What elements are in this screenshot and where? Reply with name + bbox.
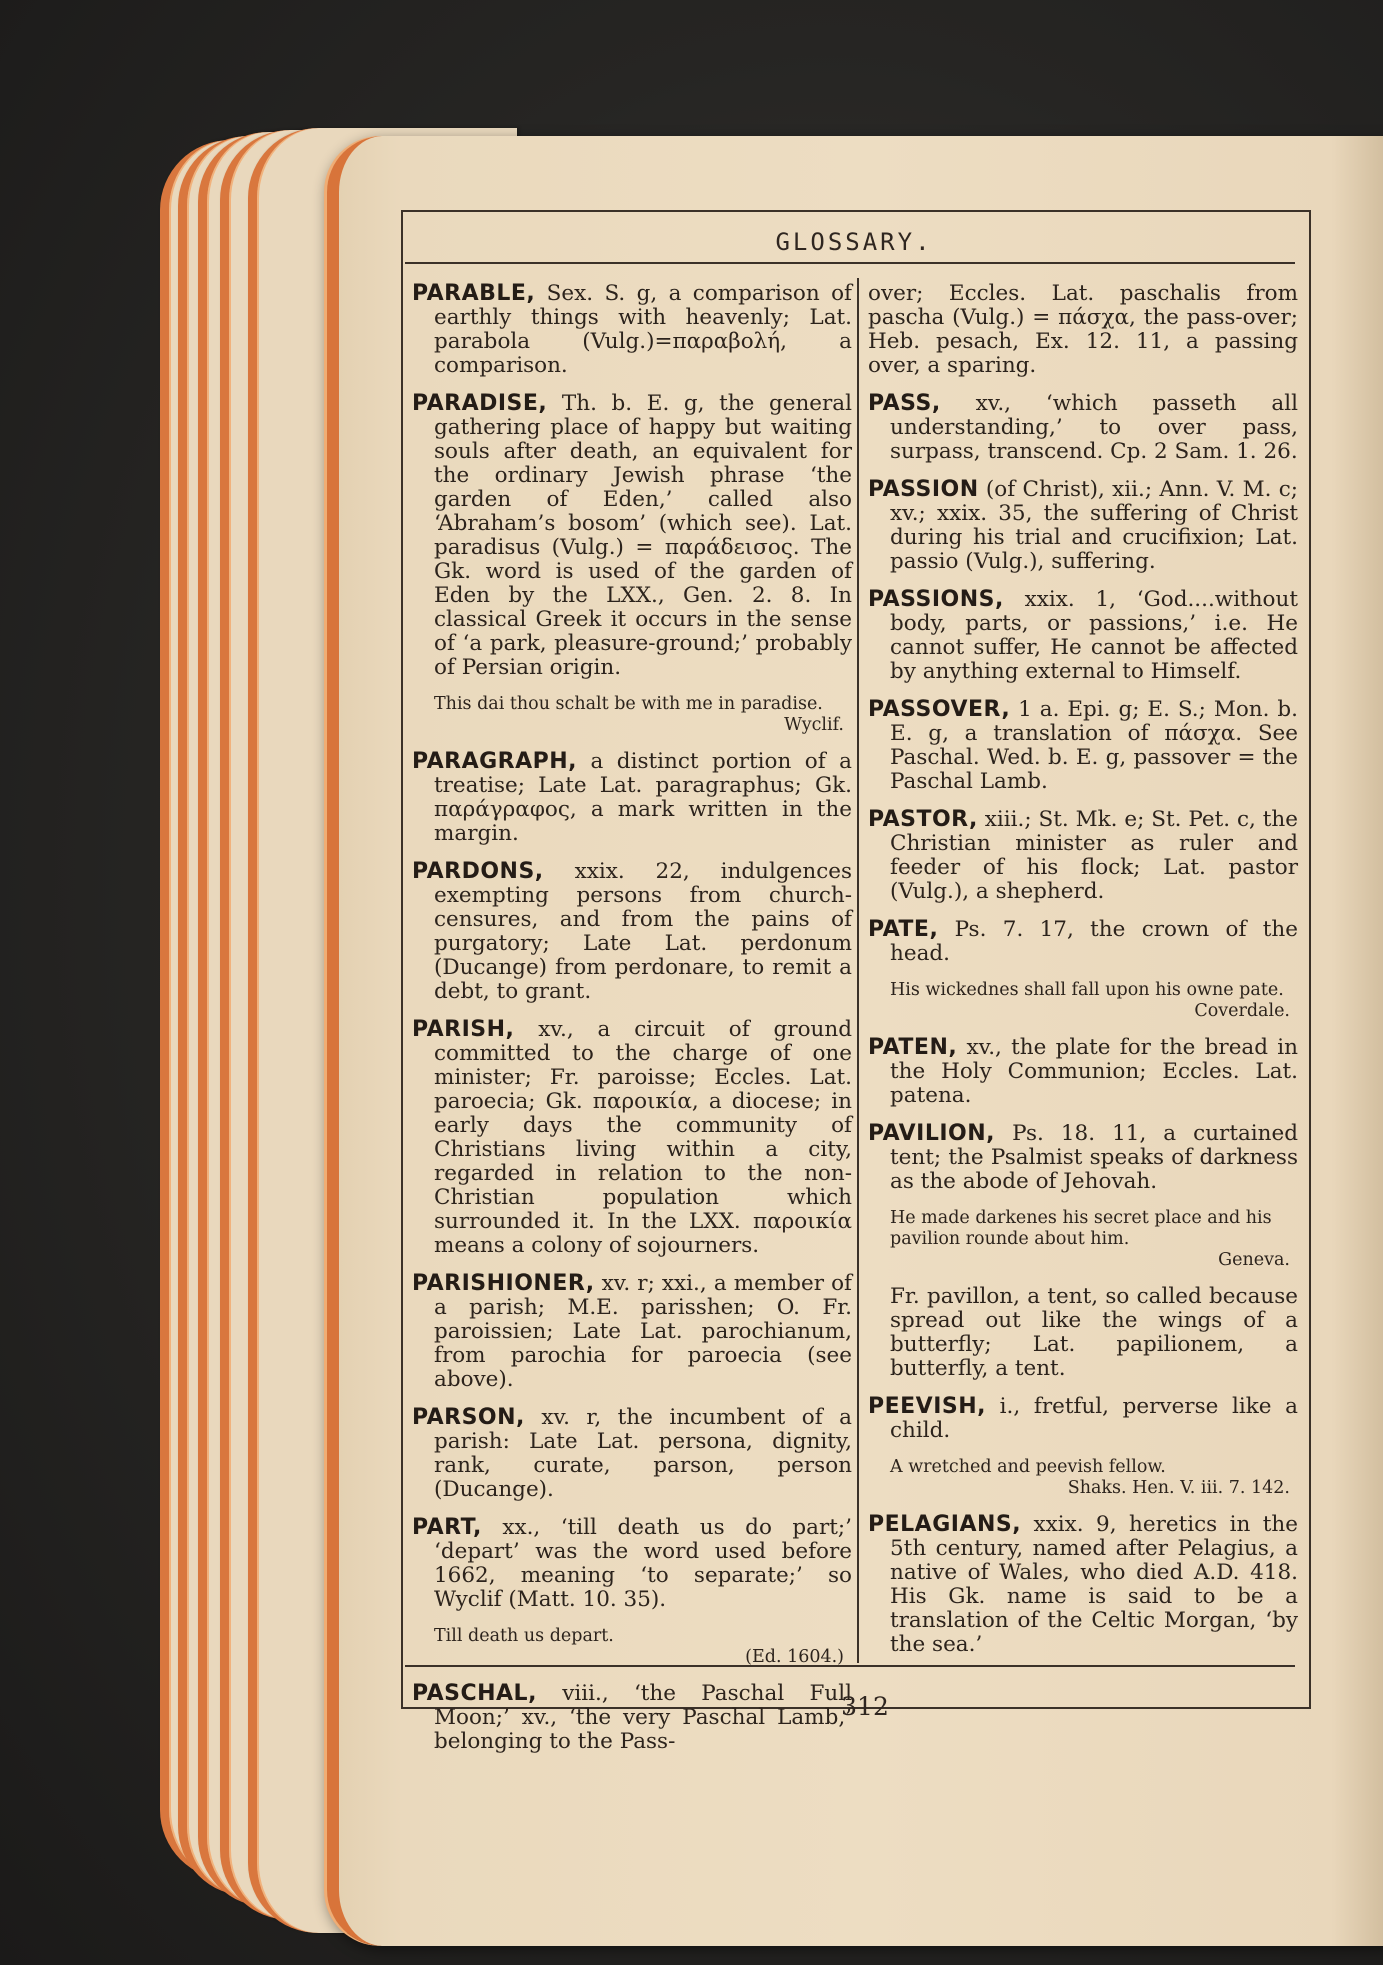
glossary-entry (868, 1395, 1298, 1443)
headword: PARABLE, (412, 281, 536, 306)
entry-continuation: Fr. pavillon, a tent, so called because spread out like the wings of a butterfly; Lat. papilionem, a butterfly, a tent. (890, 1284, 1298, 1381)
glossary-entry (868, 588, 1298, 684)
definition: Ps. 7. 17, the crown of the head. (890, 917, 1298, 966)
headword: PASSION (868, 477, 979, 502)
quotation (890, 980, 1298, 1022)
headword: PASS, (868, 391, 941, 416)
definition: 1 a. Epi. g; E. S.; Mon. b. E. g, a translation of πάσχα. See Paschal. Wed. b. E. g, passover = the Paschal Lamb. (890, 697, 1298, 794)
headword: PAVILION, (868, 1121, 996, 1146)
quotation-text: His wickednes shall fall upon his owne pate. (890, 980, 1284, 1000)
definition: xiii.; St. Mk. e; St. Pet. c, the Christian minister as ruler and feeder of his flock; Lat. pastor (Vulg.), a shepherd. (890, 807, 1298, 904)
quotation (890, 1208, 1298, 1271)
page-number: 312 (841, 1692, 889, 1721)
definition: i., fretful, perverse like a child. (890, 1394, 1298, 1443)
definition: xv., ‘which passeth all understanding,’ to over pass, surpass, transcend. Cp. 2 Sam. 1. 26. (890, 391, 1298, 464)
definition: viii., ‘the Paschal Full Moon;’ xv., ‘the very Paschal Lamb,’ belonging to the Pass- (434, 1681, 852, 1754)
glossary-entry (868, 1513, 1298, 1657)
headword: PART, (412, 1515, 482, 1540)
definition: Th. b. E. g, the general gathering place of happy but waiting souls after death, an equivalent for the ordinary Jewish phrase ‘the garden of Eden,’ called also ‘Abraham’s bosom’ (which see). Lat. paradisus (Vulg.) = παράδεισος. The Gk. word is used of the garden of Eden by the LXX., Gen. 2. 8. In classical Greek it occurs in the sense of ‘a park, pleasure-ground;’ probably of Persian origin. (434, 391, 852, 680)
quotation-source: Geneva. (1218, 1250, 1290, 1270)
headword: PASSIONS, (868, 587, 1004, 612)
definition: xv., a circuit of ground committed to the charge of one minister; Fr. paroisse; Eccles. Lat. paroecia; Gk. παροικία, a diocese; in early days the community of Christians living within a city, regarded in relation to the non-Christian population which surrounded it. In the LXX. παροικία means a colony of sojourners. (434, 1017, 852, 1258)
glossary-entry (412, 392, 852, 680)
definition: xxix. 22, indulgences exempting persons from church-censures, and from the pains of purgatory; Late Lat. perdonum (Ducange) from perdonare, to remit a debt, to grant. (434, 859, 852, 1004)
glossary-entry (412, 1272, 852, 1392)
definition: Ps. 18. 11, a curtained tent; the Psalmist speaks of darkness as the abode of Jehovah. (890, 1121, 1298, 1194)
glossary-entry (868, 1036, 1298, 1108)
headword: PARISH, (412, 1017, 515, 1042)
quotation-text: A wretched and peevish fellow. (890, 1457, 1166, 1477)
glossary-entry (412, 1406, 852, 1502)
right-column (868, 282, 1298, 1671)
definition: xv., the plate for the bread in the Holy Communion; Eccles. Lat. patena. (890, 1035, 1298, 1108)
quotation (434, 1626, 852, 1668)
headword: PASTOR, (868, 807, 978, 832)
glossary-entry (412, 1682, 852, 1754)
quotation-text: This dai thou schalt be with me in paradise. (434, 694, 823, 714)
definition: xxix. 9, heretics in the 5th century, named after Pelagius, a native of Wales, who died A.D. 418. His Gk. name is said to be a translation of the Celtic Morgan, ‘by the sea.’ (890, 1512, 1298, 1657)
glossary-entry (868, 698, 1298, 794)
headword: PARAGRAPH, (412, 749, 578, 774)
headword: PARISHIONER, (412, 1271, 595, 1296)
glossary-entry (412, 860, 852, 1004)
headword: PASSOVER, (868, 697, 1011, 722)
headword: PASCHAL, (412, 1681, 537, 1706)
quotation-source: Coverdale. (1194, 1001, 1290, 1021)
headword: PATEN, (868, 1035, 958, 1060)
glossary-entry (412, 282, 852, 378)
quotation-source: Wyclif. (784, 715, 844, 735)
entry-continuation (868, 282, 1298, 378)
definition: (of Christ), xii.; Ann. V. M. c; xv.; xxix. 35, the suffering of Christ during his trial and crucifixion; Lat. passio (Vulg.), suffering. (890, 477, 1298, 574)
left-column (412, 282, 852, 1768)
headword: PARADISE, (412, 391, 548, 416)
quotation-text: He made darkenes his secret place and his pavilion rounde about him. (890, 1208, 1272, 1249)
headword: PATE, (868, 917, 939, 942)
glossary-entry (868, 1122, 1298, 1194)
quotation (434, 694, 852, 736)
quotation (890, 1457, 1298, 1499)
definition: xv. r, the incumbent of a parish: Late Lat. persona, dignity, rank, curate, parson, person (Ducange). (434, 1405, 852, 1502)
running-head: GLOSSARY. (775, 228, 933, 256)
quotation-text: Till death us depart. (434, 1626, 614, 1646)
definition: Sex. S. g, a comparison of earthly things with heavenly; Lat. parabola (Vulg.)=παραβολή, a comparison. (434, 281, 852, 378)
glossary-entry (412, 1018, 852, 1258)
definition: xv. r; xxi., a member of a parish; M.E. parisshen; O. Fr. paroissien; Late Lat. parochianum, from parochia for paroecia (see above). (434, 1271, 852, 1392)
header-rule (405, 262, 1295, 264)
definition: xx., ‘till death us do part;’ ‘depart’ was the word used before 1662, meaning ‘to separate;’ so Wyclif (Matt. 10. 35). (434, 1515, 852, 1612)
glossary-entry (868, 392, 1298, 464)
headword: PARDONS, (412, 859, 544, 884)
definition: xxix. 1, ‘God....without body, parts, or passions,’ i.e. He cannot suffer, He cannot be affected by anything external to Himself. (890, 587, 1298, 684)
quotation-source: Shaks. Hen. V. iii. 7. 142. (1067, 1478, 1290, 1498)
headword: PELAGIANS, (868, 1512, 1022, 1537)
glossary-entry (868, 808, 1298, 904)
definition: a distinct portion of a treatise; Late Lat. paragraphus; Gk. παράγραφος, a mark written in the margin. (434, 749, 852, 846)
definition: over; Eccles. Lat. paschalis from pascha (Vulg.) = πάσχα, the pass-over; Heb. pesach, Ex. 12. 11, a passing over, a sparing. (868, 281, 1298, 378)
column-rule (857, 278, 859, 1663)
glossary-entry (868, 478, 1298, 574)
quotation-source: (Ed. 1604.) (745, 1647, 844, 1667)
glossary-entry (412, 1516, 852, 1612)
headword: PARSON, (412, 1405, 525, 1430)
glossary-entry (412, 750, 852, 846)
glossary-entry (868, 918, 1298, 966)
headword: PEEVISH, (868, 1394, 987, 1419)
